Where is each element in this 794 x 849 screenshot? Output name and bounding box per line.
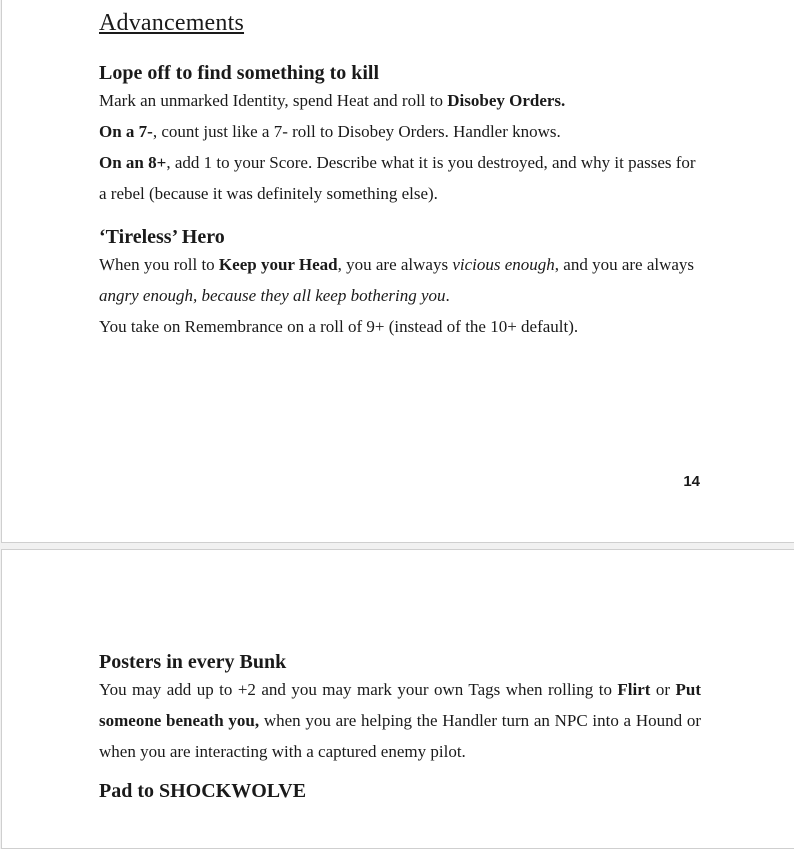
advancement-text: You take on Remembrance on a roll of 9+ (instead of the 10+ default).	[99, 317, 579, 336]
advancement-lope-off	[99, 61, 701, 209]
advancement-text	[99, 116, 701, 147]
advancement-text	[99, 674, 701, 767]
advancement-text	[99, 85, 701, 116]
text-run: Mark an unmarked Identity, spend Heat and roll to	[99, 91, 448, 110]
text-run: , add 1 to your Score. Describe what it is you destroyed, and why it passes for a rebel (because it was definitely something else).	[99, 153, 696, 203]
move-name: Keep your Head	[218, 255, 338, 274]
text-run: when you are helping the Handler turn an NPC into a Hound or when you are interacting with a captured enemy pilot.	[99, 711, 701, 761]
move-name: Disobey Orders.	[447, 91, 566, 110]
text-run: , and you are always	[554, 255, 695, 274]
text-run: .	[445, 286, 450, 305]
advancement-title: Lope off to find something to kill	[99, 62, 380, 84]
page-2-content	[99, 650, 701, 803]
advancement-posters	[99, 650, 701, 767]
section-title: Advancements	[99, 10, 245, 36]
page-1-content	[99, 10, 701, 342]
document-page-2	[1, 549, 794, 849]
text-run: , count just like a 7- roll to Disobey Orders. Handler knows.	[152, 122, 561, 141]
advancement-title-partial: Pad to SHOCKWOLVE	[99, 780, 307, 802]
result-label: On a 7-	[99, 122, 153, 141]
move-name: Flirt	[617, 680, 651, 699]
move-name: Put someone beneath you,	[99, 680, 701, 730]
advancement-title: ‘Tireless’ Hero	[99, 226, 225, 248]
advancement-text	[99, 249, 701, 311]
text-run: You may add up to +2 and you may mark your own Tags when rolling to	[99, 680, 618, 699]
advancement-title: Posters in every Bunk	[99, 651, 287, 673]
emphasis: vicious enough	[452, 255, 555, 274]
text-run: When you roll to	[99, 255, 219, 274]
result-label: On an 8+	[99, 153, 167, 172]
page-number: 14	[683, 473, 700, 490]
text-run: or	[650, 680, 676, 699]
emphasis: angry enough, because they all keep bothering you	[99, 286, 446, 305]
document-page-1	[1, 0, 794, 543]
text-run: , you are always	[337, 255, 453, 274]
advancement-text	[99, 147, 701, 209]
advancement-tireless-hero	[99, 225, 701, 342]
